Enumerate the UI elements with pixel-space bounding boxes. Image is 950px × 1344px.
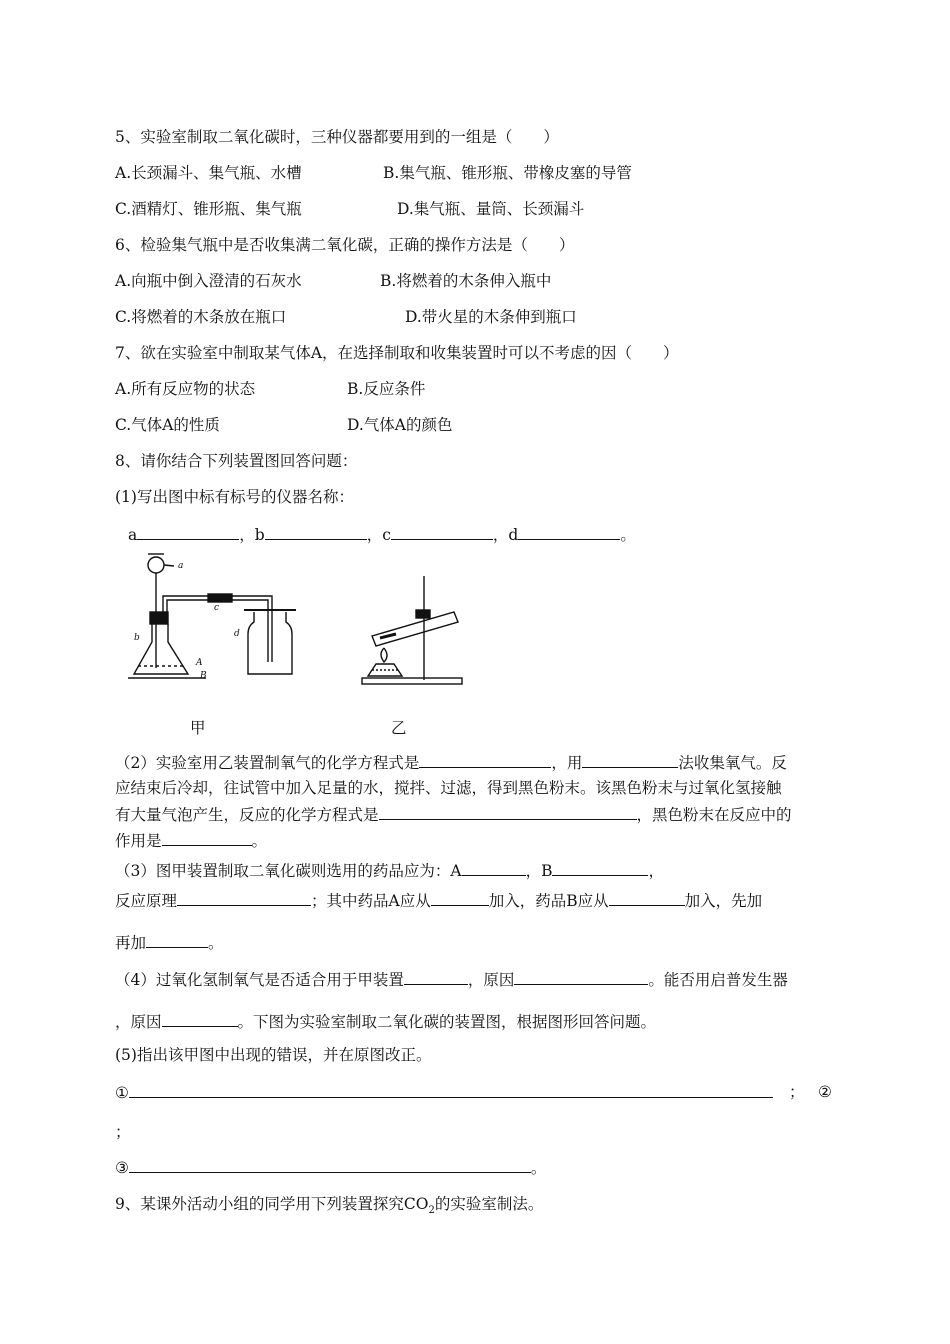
q8-part3-line3: 再加 。 xyxy=(115,934,224,952)
apparatus-yi-figure xyxy=(358,572,470,687)
label-B: B xyxy=(200,671,207,681)
q8-part1: (1)写出图中标有标号的仪器名称： xyxy=(115,488,354,506)
caption-yi: 乙 xyxy=(391,719,407,737)
q5-option-a: A.长颈漏斗、集气瓶、水槽 xyxy=(115,164,302,182)
blank-suitable[interactable] xyxy=(404,969,468,985)
q5-stem: 5、实验室制取二氧化碳时，三种仪器都要用到的一组是（ ） xyxy=(115,128,559,146)
blank-reagent-b[interactable] xyxy=(552,860,648,876)
label-b: b xyxy=(134,633,140,643)
q7-option-d: D.气体A的颜色 xyxy=(347,416,453,434)
q8-part2-line3: 有大量气泡产生，反应的化学方程式是 ，黑色粉末在反应中的 xyxy=(115,806,792,824)
blank-error-1[interactable] xyxy=(129,1082,773,1098)
caption-jia: 甲 xyxy=(190,719,206,737)
q6-stem: 6、检验集气瓶中是否收集满二氧化碳，正确的操作方法是（ ） xyxy=(115,236,575,254)
q8-part5-semicolon: ； xyxy=(789,1083,805,1101)
blank-principle[interactable] xyxy=(177,890,311,906)
q8-part2-line2: 应结束后冷却，往试管中加入足量的水，搅拌、过滤，得到黑色粉末。该黑色粉末与过氧化氢接触 xyxy=(115,779,782,797)
q8-part5-line1: ① xyxy=(115,1082,773,1103)
blank-reagent-a[interactable] xyxy=(462,860,526,876)
label-A: A xyxy=(196,658,203,668)
blank-add-b[interactable] xyxy=(609,890,685,906)
blank-add-order[interactable] xyxy=(146,932,208,948)
blank-equation-1[interactable] xyxy=(419,752,551,768)
q6-option-a: A.向瓶中倒入澄清的石灰水 xyxy=(115,272,302,290)
q6-option-b: B.将燃着的木条伸入瓶中 xyxy=(380,272,552,290)
label-d: d xyxy=(234,629,240,639)
q8-part5-line3: ③ 。 xyxy=(115,1159,547,1177)
label-a: a xyxy=(178,561,184,571)
blank-error-3[interactable] xyxy=(129,1157,531,1173)
blank-add-a[interactable] xyxy=(431,890,489,906)
blank-reason-1[interactable] xyxy=(514,969,648,985)
blank-reason-2[interactable] xyxy=(162,1011,238,1027)
funnel-bulb xyxy=(148,557,164,573)
blank-equation-2[interactable] xyxy=(379,804,637,820)
blank-role[interactable] xyxy=(162,830,252,846)
q8-part4-line2: ，原因 。下图为实验室制取二氧化碳的装置图，根据图形回答问题。 xyxy=(115,1013,657,1031)
q5-option-b: B.集气瓶、锥形瓶、带橡皮塞的导管 xyxy=(383,164,632,182)
answer-blank-b[interactable] xyxy=(265,524,367,540)
q8-part2-line4: 作用是 。 xyxy=(115,832,268,850)
q7-option-a: A.所有反应物的状态 xyxy=(115,380,256,398)
q6-option-d: D.带火星的木条伸到瓶口 xyxy=(405,308,577,326)
q8-part4-line1: （4）过氧化氢制氧气是否适合用于甲装置 ，原因 。能否用启普发生器 xyxy=(115,971,788,989)
q8-part5-line2: ； xyxy=(115,1123,131,1141)
q8-blank-row: a ，b ，c ，d 。 xyxy=(128,526,636,544)
q8-part5-stem: (5)指出该甲图中出现的错误，并在原图改正。 xyxy=(115,1046,432,1064)
q7-stem: 7、欲在实验室中制取某气体A，在选择制取和收集装置时可以不考虑的因（ ） xyxy=(115,344,679,362)
apparatus-jia-figure xyxy=(126,550,311,685)
label-c: c xyxy=(214,603,220,613)
q6-option-c: C.将燃着的木条放在瓶口 xyxy=(115,308,287,326)
q5-option-c: C.酒精灯、锥形瓶、集气瓶 xyxy=(115,200,302,218)
q8-part3-line1: （3）图甲装置制取二氧化碳则选用的药品应为：A ，B ， xyxy=(115,862,664,880)
q8-part2-line1: （2）实验室用乙装置制氧气的化学方程式是 ，用 法收集氧气。反 xyxy=(115,754,787,772)
q5-option-d: D.集气瓶、量筒、长颈漏斗 xyxy=(397,200,585,218)
q8-part3-line2: 反应原理 ；其中药品A应从 加入，药品B应从 加入，先加 xyxy=(115,892,763,910)
q9-stem: 9、某课外活动小组的同学用下列装置探究$CO_2$的实验室制法。 xyxy=(115,1195,544,1217)
answer-blank-a[interactable] xyxy=(137,524,239,540)
answer-blank-c[interactable] xyxy=(391,524,493,540)
blank-collection-method[interactable] xyxy=(582,752,678,768)
q8-stem: 8、请你结合下列装置图回答问题： xyxy=(115,452,358,470)
answer-blank-d[interactable] xyxy=(518,524,620,540)
q7-option-c: C.气体A的性质 xyxy=(115,416,220,434)
q7-option-b: B.反应条件 xyxy=(347,380,426,398)
q8-part5-num2: ② xyxy=(818,1083,832,1101)
